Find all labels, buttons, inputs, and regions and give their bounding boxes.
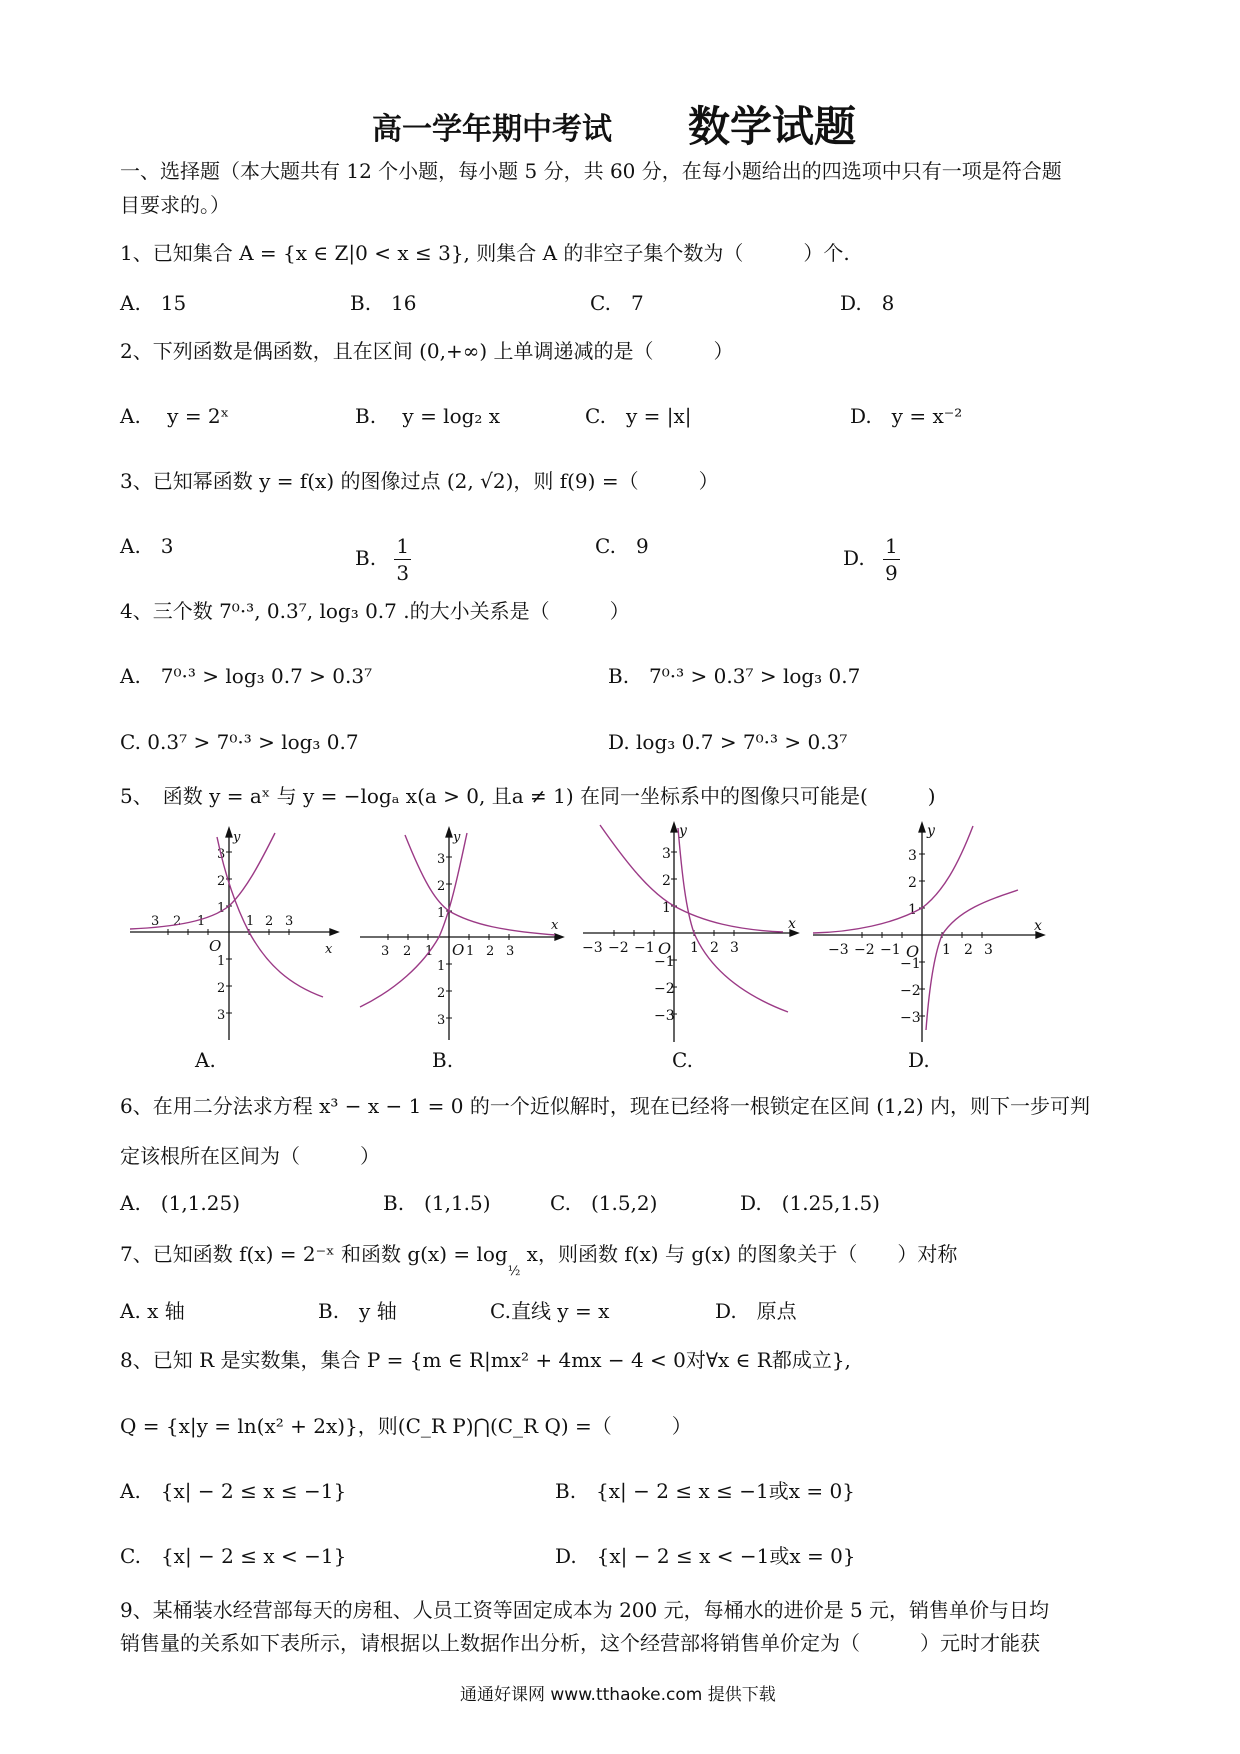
q3-option-b-fraction <box>394 533 411 586</box>
q1-option-c: C. 7 <box>590 291 644 315</box>
origin-label: O <box>209 937 222 955</box>
q7-stem-part2: x，则函数 f(x) 与 g(x) 的图象关于（ ）对称 <box>520 1242 958 1266</box>
section-instructions-line1: 一、选择题（本大题共有 12 个小题，每小题 5 分，共 60 分，在每小题给出的四选项中只有一项是符合题 <box>120 159 1062 183</box>
graph-label-d: D. <box>908 1048 930 1072</box>
q7-option-b: B. y 轴 <box>318 1299 397 1323</box>
curve-log <box>926 890 1018 1030</box>
tick-label-y-2: 2 <box>437 879 446 894</box>
tick-label-x-3: 3 <box>285 914 294 929</box>
q6-option-c: C. (1.5,2) <box>550 1191 658 1215</box>
page-footer: 通通好课网 www.tthaoke.com 提供下载 <box>460 1685 776 1705</box>
q1-option-d: D. 8 <box>840 291 895 315</box>
graph-b-svg <box>355 825 575 1050</box>
q3-stem: 3、已知幂函数 y = f(x) 的图像过点 (2, √2)，则 f(9) =（ ） <box>120 469 719 493</box>
q8-option-b: B. {x| − 2 ≤ x ≤ −1或x = 0} <box>555 1479 855 1503</box>
graph-d-svg <box>808 820 1048 1050</box>
q8-option-c: C. {x| − 2 ≤ x < −1} <box>120 1544 347 1568</box>
tick-label-x-neg1: −1 <box>880 942 901 958</box>
q2-option-d: D. y = x⁻² <box>850 404 963 428</box>
q1-stem: 1、已知集合 A = {x ∈ Z|0 < x ≤ 3}, 则集合 A 的非空子集个数为（ ）个. <box>120 241 850 265</box>
tick-label-x-neg1: 1 <box>197 914 206 929</box>
tick-label-y-neg2: 2 <box>217 981 226 996</box>
q8-stem-line2: Q = {x|y = ln(x² + 2x)}，则(C_R P)⋂(C_R Q) =（ ） <box>120 1414 692 1438</box>
graph-a <box>125 825 345 1050</box>
tick-label-y-neg2: 2 <box>437 986 446 1001</box>
tick-label-x-3: 3 <box>730 940 739 956</box>
tick-label-x-neg3: −3 <box>582 940 603 956</box>
tick-label-x-2: 2 <box>486 944 495 959</box>
q4-option-c: C. 0.3⁷ > 7⁰·³ > log₃ 0.7 <box>120 730 359 754</box>
tick-label-x-neg3: 3 <box>381 944 390 959</box>
curve-exponential <box>600 825 783 932</box>
q3-option-b-label: B. <box>355 546 377 570</box>
tick-label-y-neg3: 3 <box>217 1008 226 1023</box>
q7-stem-part1: 7、已知函数 f(x) = 2⁻ˣ 和函数 g(x) = log <box>120 1242 508 1266</box>
section-instructions-line2: 目要求的。） <box>120 193 230 217</box>
title-left: 高一学年期中考试 <box>372 112 612 147</box>
graph-label-c: C. <box>672 1048 693 1072</box>
tick-label-y-2: 2 <box>908 875 917 891</box>
tick-label-y-neg2: −2 <box>900 983 921 999</box>
q2-stem: 2、下列函数是偶函数，且在区间 (0,+∞) 上单调递减的是（ ） <box>120 339 734 363</box>
y-axis-label: y <box>679 823 687 839</box>
tick-label-y-neg1: −1 <box>900 956 921 972</box>
tick-label-x-1: 1 <box>246 914 255 929</box>
tick-label-x-1: 1 <box>466 944 475 959</box>
curve-log <box>360 833 467 1007</box>
tick-label-x-2: 2 <box>265 914 274 929</box>
q4-option-b: B. 7⁰·³ > 0.3⁷ > log₃ 0.7 <box>608 664 861 688</box>
tick-label-x-2: 2 <box>710 940 719 956</box>
q6-option-d: D. (1.25,1.5) <box>740 1191 880 1215</box>
tick-label-y-neg3: −3 <box>900 1010 921 1026</box>
y-axis-label: y <box>233 830 241 845</box>
tick-label-x-neg1: 1 <box>425 944 434 959</box>
fraction-numerator: 1 <box>885 534 898 558</box>
tick-label-y-neg1: 1 <box>437 959 446 974</box>
graph-d <box>808 820 1048 1050</box>
q9-stem-line1: 9、某桶装水经营部每天的房租、人员工资等固定成本为 200 元，每桶水的进价是 5 元，销售单价与日均 <box>120 1598 1050 1622</box>
q3-option-c: C. 9 <box>595 534 649 558</box>
tick-label-x-2: 2 <box>964 942 973 958</box>
graph-label-b: B. <box>432 1048 454 1072</box>
q2-option-c: C. y = |x| <box>585 404 692 428</box>
tick-label-x-neg2: 2 <box>173 914 182 929</box>
q6-stem-line2: 定该根所在区间为（ ） <box>120 1144 380 1168</box>
tick-label-y-1: 1 <box>217 901 226 916</box>
tick-label-y-3: 3 <box>662 846 671 862</box>
tick-label-x-neg2: −2 <box>854 942 875 958</box>
tick-label-y-1: 1 <box>908 902 917 918</box>
q7-option-d: D. 原点 <box>715 1299 797 1323</box>
q6-option-b: B. (1,1.5) <box>383 1191 491 1215</box>
tick-label-y-1: 1 <box>437 906 446 921</box>
origin-label: O <box>906 942 920 961</box>
x-axis-label: x <box>325 942 333 957</box>
graph-b <box>355 825 575 1050</box>
tick-label-y-1: 1 <box>662 900 671 916</box>
tick-label-x-neg3: −3 <box>828 942 849 958</box>
tick-label-x-neg3: 3 <box>151 914 160 929</box>
q3-option-d-label: D. <box>843 546 865 570</box>
q6-option-a: A. (1,1.25) <box>120 1191 241 1215</box>
curve-log <box>678 828 788 1012</box>
tick-label-y-neg3: 3 <box>437 1013 446 1028</box>
q3-option-d <box>843 533 900 586</box>
fraction-denominator: 9 <box>885 561 898 585</box>
q8-stem-line1: 8、已知 R 是实数集，集合 P = {m ∈ R|mx² + 4mx − 4 < 0对∀x ∈ R都成立}, <box>120 1348 851 1372</box>
x-axis-label: x <box>551 918 559 933</box>
q8-option-a: A. {x| − 2 ≤ x ≤ −1} <box>120 1479 347 1503</box>
q9-stem-line2: 销售量的关系如下表所示，请根据以上数据作出分析，这个经营部将销售单价定为（ ）元时才能获 <box>120 1631 1040 1655</box>
curve-exponential <box>813 826 973 933</box>
q4-option-d: D. log₃ 0.7 > 7⁰·³ > 0.3⁷ <box>608 730 848 754</box>
title-right: 数学试题 <box>688 102 857 151</box>
tick-label-y-3: 3 <box>908 848 917 864</box>
y-axis-label: y <box>927 823 935 839</box>
q3-option-a: A. 3 <box>120 534 174 558</box>
graph-c-svg <box>578 820 803 1050</box>
tick-label-y-2: 2 <box>217 874 226 889</box>
tick-label-x-1: 1 <box>942 942 951 958</box>
graph-label-a: A. <box>195 1048 216 1072</box>
tick-label-y-neg1: −1 <box>654 954 675 970</box>
tick-label-x-neg2: 2 <box>403 944 412 959</box>
graph-c <box>578 820 803 1050</box>
tick-label-x-neg1: −1 <box>634 940 655 956</box>
origin-label: O <box>452 941 465 959</box>
tick-label-x-1: 1 <box>690 940 699 956</box>
q5-stem: 5、 函数 y = aˣ 与 y = −logₐ x(a > 0, 且a ≠ 1) 在同一坐标系中的图像只可能是( ) <box>120 784 936 808</box>
q8-option-d: D. {x| − 2 ≤ x < −1或x = 0} <box>555 1544 856 1568</box>
q3-option-d-fraction <box>883 533 900 586</box>
q7-option-a: A. x 轴 <box>120 1299 185 1323</box>
fraction-numerator: 1 <box>396 534 410 558</box>
q1-option-b: B. 16 <box>350 291 417 315</box>
q7-stem <box>120 1241 958 1279</box>
tick-label-y-neg1: 1 <box>217 954 226 969</box>
q3-option-b <box>355 533 411 586</box>
q2-option-a: A. y = 2ˣ <box>120 404 230 428</box>
q2-option-b: B. y = log₂ x <box>355 404 501 428</box>
q7-log-base: ½ <box>507 1264 521 1279</box>
q7-option-c: C.直线 y = x <box>490 1299 610 1323</box>
tick-label-x-3: 3 <box>506 944 515 959</box>
tick-label-x-neg2: −2 <box>608 940 629 956</box>
q4-stem: 4、三个数 7⁰·³, 0.3⁷, log₃ 0.7 .的大小关系是（ ） <box>120 599 630 623</box>
tick-label-y-3: 3 <box>217 847 226 862</box>
graph-a-svg <box>125 825 345 1050</box>
curve-exponential <box>405 835 555 935</box>
tick-label-x-3: 3 <box>984 942 993 958</box>
tick-label-y-3: 3 <box>437 852 446 867</box>
x-axis-label: x <box>1034 918 1042 934</box>
fraction-denominator: 3 <box>396 561 410 585</box>
x-axis-label: x <box>788 916 796 932</box>
y-axis-label: y <box>453 830 461 845</box>
origin-label: O <box>658 939 672 958</box>
tick-label-y-2: 2 <box>662 873 671 889</box>
tick-label-y-neg2: −2 <box>654 981 675 997</box>
q4-option-a: A. 7⁰·³ > log₃ 0.7 > 0.3⁷ <box>120 664 373 688</box>
tick-label-y-neg3: −3 <box>654 1008 675 1024</box>
q1-option-a: A. 15 <box>120 291 187 315</box>
q6-stem-line1: 6、在用二分法求方程 x³ − x − 1 = 0 的一个近似解时，现在已经将一根锁定在区间 (1,2) 内，则下一步可判 <box>120 1094 1091 1118</box>
